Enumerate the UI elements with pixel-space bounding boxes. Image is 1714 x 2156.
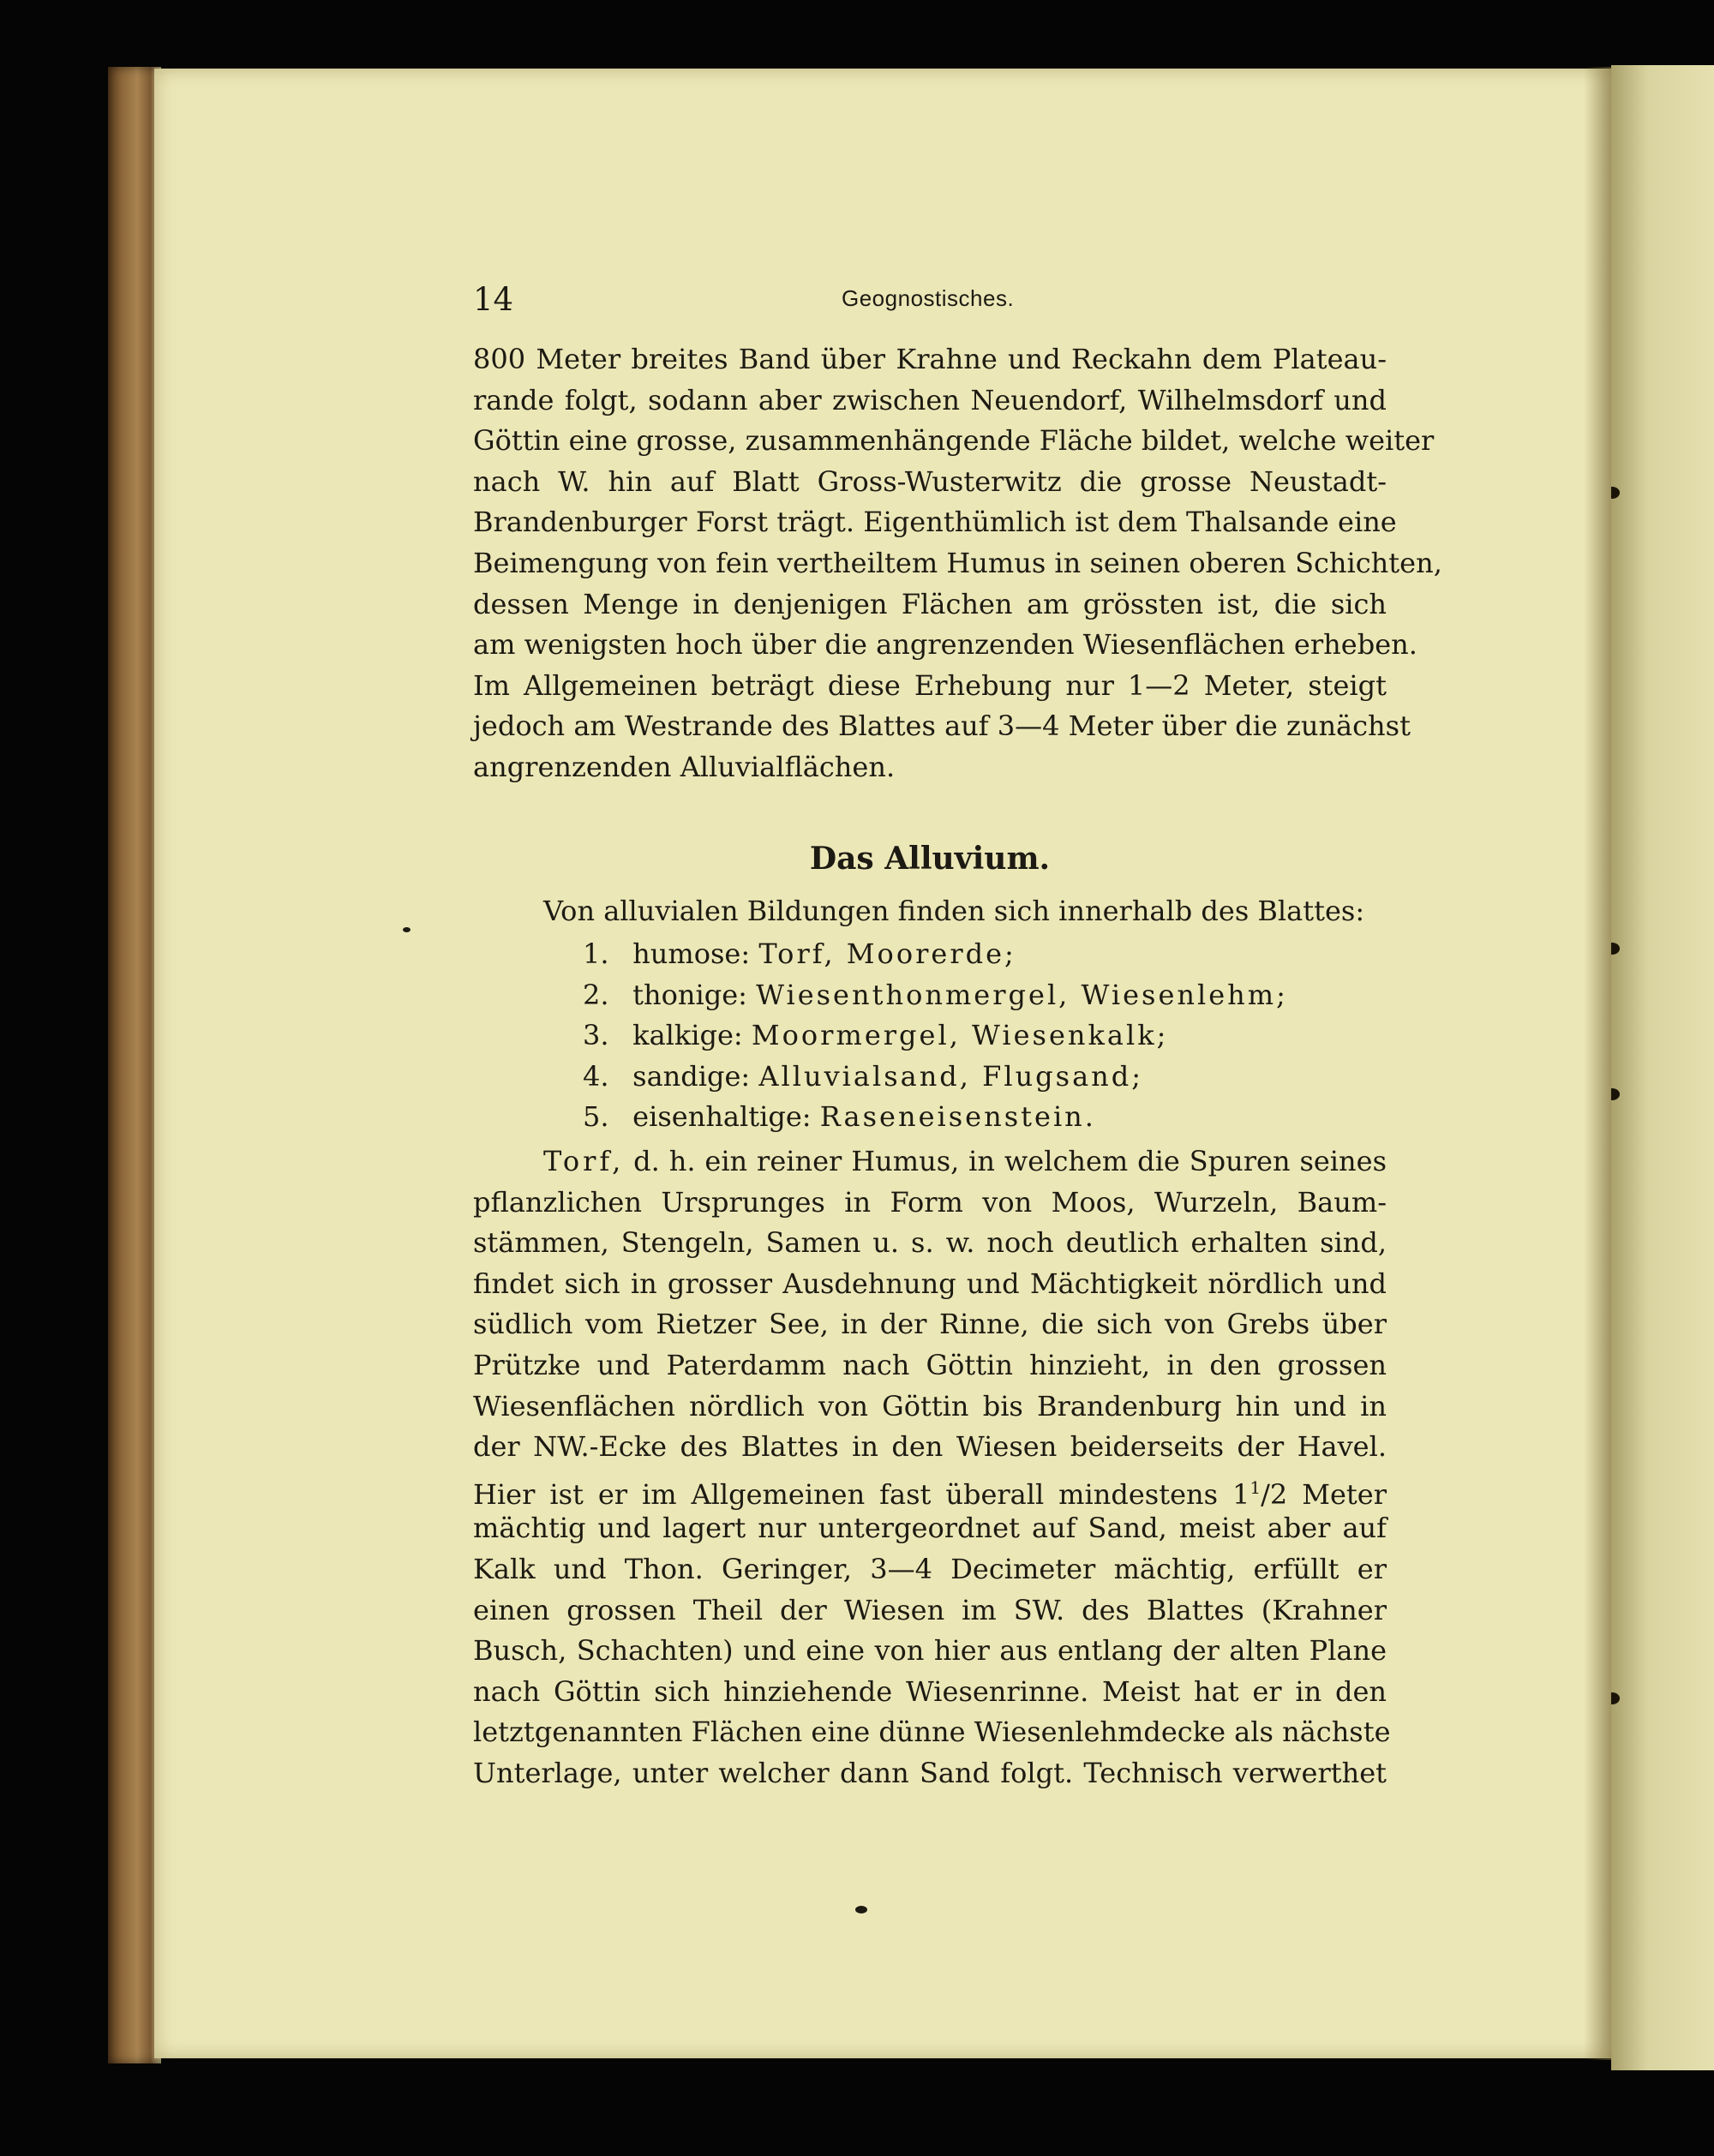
text-line: am wenigsten hoch über die angrenzenden Wiesenflächen erheben. (473, 628, 1417, 662)
paragraph-torf (473, 1141, 1391, 1794)
list-kind: thonige: (632, 978, 747, 1011)
text-line: Beimengung von fein vertheiltem Humus in seinen oberen Schichten, (473, 546, 1442, 579)
page-gutter-shadow (1584, 67, 1611, 2060)
running-head (473, 276, 1390, 319)
list-number: 3. (583, 1019, 609, 1052)
section-heading: Das Alluvium. (809, 841, 1051, 877)
line-text: Hier ist er im Allgemeinen fast überall mindestens 1 (473, 1477, 1250, 1511)
list-item (583, 975, 1288, 1016)
text-line: Brandenburger Forst trägt. Eigenthümlich ist dem Thalsande eine (473, 506, 1397, 539)
list-terms: Alluvialsand, Flugsand; (758, 1059, 1144, 1093)
text-line: 800 Meter breites Band über Krahne und Reckahn dem Plateau- (473, 343, 1387, 375)
text-line: pflanzlichen Ursprunges in Form von Moos, Wurzeln, Baum- (473, 1185, 1387, 1219)
lead-word: Torf, (543, 1145, 625, 1177)
text-line: angrenzenden Alluvialflächen. (473, 750, 896, 783)
running-title: Geognostisches. (842, 285, 1015, 311)
fraction-numerator: 1 (1250, 1476, 1262, 1498)
list-item (583, 1057, 1288, 1098)
text-line: nach W. hin auf Blatt Gross-Wusterwitz die grosse Neustadt- (473, 464, 1387, 498)
text-line: letztgenannten Flächen eine dünne Wiesenlehmdecke als nächste (473, 1716, 1391, 1749)
list-item (583, 1015, 1288, 1057)
ink-speck (403, 927, 411, 932)
list-kind: kalkige: (632, 1019, 743, 1052)
text-line: stämmen, Stengeln, Samen u. s. w. noch deutlich erhalten sind, (473, 1226, 1387, 1260)
list-kind: eisenhaltige: (632, 1100, 812, 1134)
line-rest: d. h. ein reiner Humus, in welchem die Spuren seines (624, 1145, 1387, 1177)
text-line: rande folgt, sodann aber zwischen Neuendorf, Wilhelmsdorf und (473, 383, 1387, 416)
list-number: 4. (583, 1059, 609, 1093)
list-terms: Torf, Moorerde; (758, 937, 1016, 970)
list-item (583, 934, 1288, 975)
list-terms: Moormergel, Wiesenkalk; (751, 1019, 1169, 1052)
text-line: Unterlage, unter welcher dann Sand folgt. Technisch verwerthet (473, 1756, 1387, 1789)
text-line: findet sich in grosser Ausdehnung und Mächtigkeit nördlich und (473, 1267, 1387, 1300)
text-line: einen grossen Theil der Wiesen im SW. des Blattes (Krahner (473, 1593, 1387, 1626)
text-line: der NW.-Ecke des Blattes in den Wiesen beiderseits der Havel. (473, 1430, 1387, 1464)
text-line: Im Allgemeinen beträgt diese Erhebung nur 1—2 Meter, steigt (473, 668, 1387, 702)
text-line (473, 1468, 1387, 1509)
book-binding-edge (108, 67, 161, 2063)
fraction-rest: /2 Meter (1261, 1477, 1387, 1511)
text-line: südlich vom Rietzer See, in der Rinne, die sich von Grebs über (473, 1308, 1387, 1341)
text-line (473, 1141, 1387, 1183)
text-line: Wiesenflächen nördlich von Göttin bis Brandenburg hin und in (473, 1389, 1387, 1422)
list-number: 5. (583, 1100, 609, 1134)
text-line: nach Göttin sich hinziehende Wiesenrinne. Meist hat er in den (473, 1674, 1387, 1708)
text-line: Kalk und Thon. Geringer, 3—4 Decimeter mächtig, erfüllt er (473, 1552, 1387, 1585)
page-number: 14 (473, 281, 514, 318)
text-line: Göttin eine grosse, zusammenhängende Fläche bildet, welche weiter (473, 424, 1435, 458)
adjacent-page-edge (1611, 65, 1714, 2070)
formation-list (583, 934, 1288, 1138)
ink-speck (855, 1906, 867, 1913)
list-terms: Wiesenthonmergel, Wiesenlehm; (756, 978, 1288, 1011)
paragraph-thalsand (473, 339, 1442, 788)
list-intro: Von alluvialen Bildungen finden sich innerhalb des Blattes: (543, 895, 1365, 927)
text-line: dessen Menge in denjenigen Flächen am grössten ist, die sich (473, 587, 1387, 620)
list-kind: humose: (632, 937, 751, 970)
list-number: 1. (583, 937, 609, 970)
text-line: Busch, Schachten) und eine von hier aus entlang der alten Plane (473, 1634, 1387, 1668)
list-number: 2. (583, 978, 609, 1011)
text-line: Prützke und Paterdamm nach Göttin hinzieht, in den grossen (473, 1348, 1387, 1381)
text-line: mächtig und lagert nur untergeordnet auf Sand, meist aber auf (473, 1512, 1387, 1545)
list-terms: Raseneisenstein. (819, 1100, 1096, 1134)
text-line: jedoch am Westrande des Blattes auf 3—4 Meter über die zunächst (473, 710, 1411, 743)
list-item (583, 1097, 1288, 1138)
list-kind: sandige: (632, 1059, 751, 1093)
